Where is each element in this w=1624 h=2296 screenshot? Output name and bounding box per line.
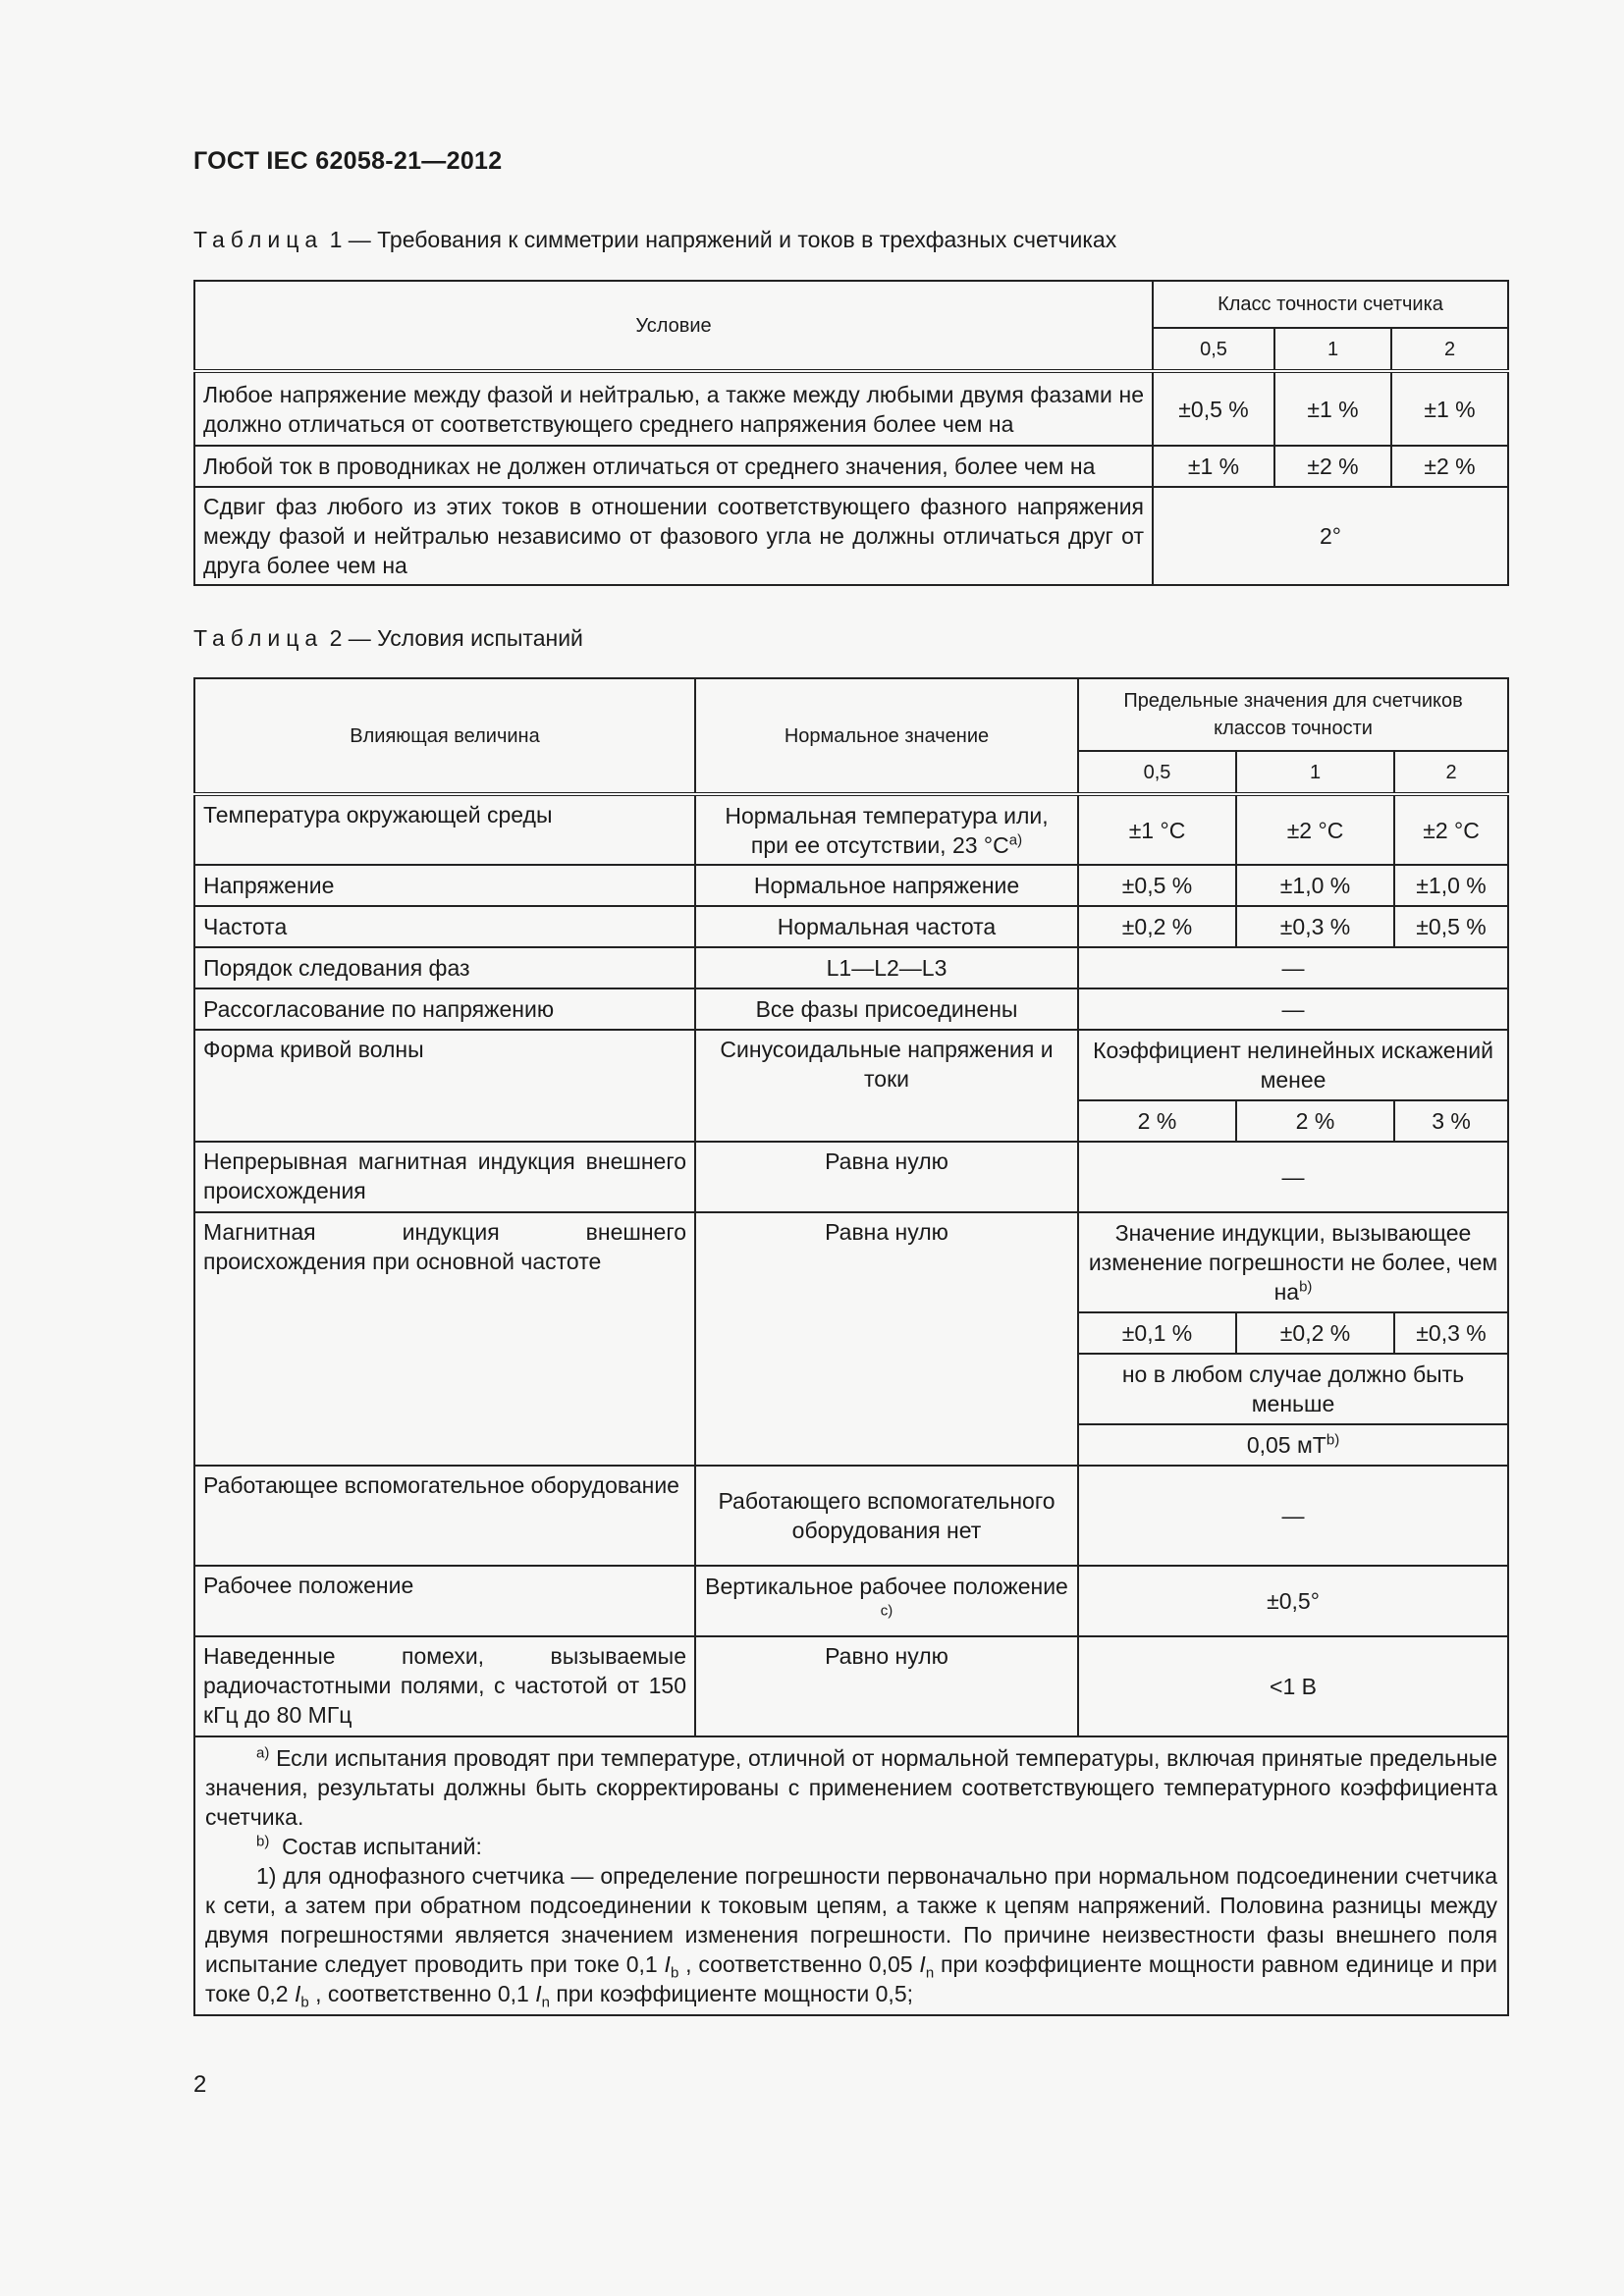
table1-value: ±1 % <box>1274 371 1391 446</box>
table2-normal: Равна нулю <box>695 1142 1078 1212</box>
note-a: $^{a)}$ Если испытания проводят при температуре, отличной от нормальной температуры, включая принятые предельные значения, результаты должны быть скорректированы с применением соответствующего температурного коэффициента счетчика. <box>205 1744 1498 1830</box>
table2-quantity: Работающее вспомогательное оборудование <box>194 1466 695 1566</box>
table2-class-cell: 1 <box>1236 751 1394 794</box>
table1-caption-text: 1 — Требования к симметрии напряжений и токов в трехфазных счетчиках <box>329 227 1117 252</box>
table1-caption <box>193 227 1116 253</box>
table1-value: ±1 % <box>1391 371 1508 446</box>
page-number: 2 <box>193 2071 207 2098</box>
table2-normal: Нормальная температура или, при ее отсутствии, 23 $^\circ С^{a)}$ <box>695 794 1078 865</box>
table2-limit: но в любом случае должно быть меньше <box>1078 1354 1508 1424</box>
table1-class-cell: 2 <box>1391 328 1508 371</box>
table2-value: 2 % <box>1236 1100 1394 1142</box>
table2-value: — <box>1078 1466 1508 1566</box>
table1-value: ±2 % <box>1391 446 1508 487</box>
table1-header-condition: Условие <box>194 281 1153 371</box>
table2-normal: Работающего вспомогательного оборудования нет <box>695 1466 1078 1566</box>
table2-value: ±0,3 % <box>1394 1312 1508 1354</box>
table1 <box>193 280 1509 586</box>
table2-limit: Значение индукции, вызывающее изменение погрешности не более, чем $на^{b)}$ <box>1078 1212 1508 1312</box>
table2-value: ±2 °С <box>1394 794 1508 865</box>
table1-row-text: Любое напряжение между фазой и нейтралью, а также между любыми двумя фазами не должно отличаться от соответствующего среднего напряжения более чем на <box>194 371 1153 446</box>
table2-value: ±0,5° <box>1078 1566 1508 1636</box>
table1-row-text: Сдвиг фаз любого из этих токов в отношении соответствующего фазного напряжения между фазой и нейтралью независимо от фазового угла не должны отличаться друг от друга более чем на <box>194 487 1153 585</box>
table2-normal: Вертикальное рабочее положение $^{c)}$ <box>695 1566 1078 1636</box>
table2-value: ±0,5 % <box>1394 906 1508 947</box>
table2-value: ±0,2 % <box>1236 1312 1394 1354</box>
table2-value: ±0,5 % <box>1078 865 1236 906</box>
table2-caption-word: Таблица <box>193 625 324 651</box>
table2-value: 2 % <box>1078 1100 1236 1142</box>
table1-value: 2° <box>1153 487 1508 585</box>
table2-value: ±2 °С <box>1236 794 1394 865</box>
table2-value: ±1,0 % <box>1236 865 1394 906</box>
table2-header-limits: Предельные значения для счетчиков классов точности <box>1078 678 1508 751</box>
table2-value: — <box>1078 988 1508 1030</box>
table2-limit: Коэффициент нелинейных искажений менее <box>1078 1030 1508 1100</box>
table2-normal: Нормальная частота <box>695 906 1078 947</box>
table2-quantity: Рабочее положение <box>194 1566 695 1636</box>
table2-quantity: Частота <box>194 906 695 947</box>
note-b: $^{b)}$ Состав испытаний: <box>256 1833 482 1859</box>
table2-value: — <box>1078 947 1508 988</box>
table2-quantity: Порядок следования фаз <box>194 947 695 988</box>
table2-quantity: Наведенные помехи, вызываемые радиочастотными полями, с частотой от 150 кГц до 80 МГц <box>194 1636 695 1736</box>
table2-quantity: Непрерывная магнитная индукция внешнего происхождения <box>194 1142 695 1212</box>
table2-class-cell: 2 <box>1394 751 1508 794</box>
table2-caption <box>193 625 583 652</box>
document-header: ГОСТ IEC 62058-21—2012 <box>193 147 503 175</box>
table2-normal: Равна нулю <box>695 1212 1078 1466</box>
table2-value: ±1,0 % <box>1394 865 1508 906</box>
table2-normal: Равно нулю <box>695 1636 1078 1736</box>
table2-quantity: Напряжение <box>194 865 695 906</box>
table1-caption-word: Таблица <box>193 227 324 252</box>
table2-value: — <box>1078 1142 1508 1212</box>
table1-class-cell: 0,5 <box>1153 328 1274 371</box>
table2-value: ±0,3 % <box>1236 906 1394 947</box>
table1-value: ±1 % <box>1153 446 1274 487</box>
note-b1: 1) для однофазного счетчика — определение погрешности первоначально при нормальном подсоединении счетчика к сети, а затем при обратном подсоединении к токовым цепям, а также к цепям напряжений. Половина разницы между двумя погрешностями является значением изменения погрешности. По причине неизвестности фазы внешнего поля испытание следует проводить при токе 0,1 $I_b$ , соответственно 0,05 $I_n$ при коэффициенте мощности равном единице и при токе 0,2 $I_b$ , соответственно 0,1 $I_n$ при коэффициенте мощности 0,5; <box>205 1863 1498 2011</box>
table1-header-class: Класс точности счетчика <box>1153 281 1508 328</box>
table2-class-cell: 0,5 <box>1078 751 1236 794</box>
table2-limit: 0,05 $мТ^{b)}$ <box>1078 1424 1508 1466</box>
table2-header-normal: Нормальное значение <box>695 678 1078 794</box>
table2-quantity: Форма кривой волны <box>194 1030 695 1142</box>
table2-normal: L1—L2—L3 <box>695 947 1078 988</box>
table2-quantity: Температура окружающей среды <box>194 794 695 865</box>
table2-value: ±1 °С <box>1078 794 1236 865</box>
table1-class-cell: 1 <box>1274 328 1391 371</box>
table2-value: ±0,2 % <box>1078 906 1236 947</box>
table2-header-quantity: Влияющая величина <box>194 678 695 794</box>
table2-value: 3 % <box>1394 1100 1508 1142</box>
table2-value: ±0,1 % <box>1078 1312 1236 1354</box>
table2-normal: Нормальное напряжение <box>695 865 1078 906</box>
table2-normal: Синусоидальные напряжения и токи <box>695 1030 1078 1142</box>
table1-row-text: Любой ток в проводниках не должен отличаться от среднего значения, более чем на <box>194 446 1153 487</box>
table2-quantity: Рассогласование по напряжению <box>194 988 695 1030</box>
table2 <box>193 677 1509 2016</box>
table2-normal: Все фазы присоединены <box>695 988 1078 1030</box>
table2-quantity: Магнитная индукция внешнего происхождения при основной частоте <box>194 1212 695 1466</box>
table2-notes <box>194 1736 1508 2015</box>
table1-value: ±0,5 % <box>1153 371 1274 446</box>
table2-caption-text: 2 — Условия испытаний <box>329 625 583 651</box>
table1-value: ±2 % <box>1274 446 1391 487</box>
table2-value: <1 В <box>1078 1636 1508 1736</box>
